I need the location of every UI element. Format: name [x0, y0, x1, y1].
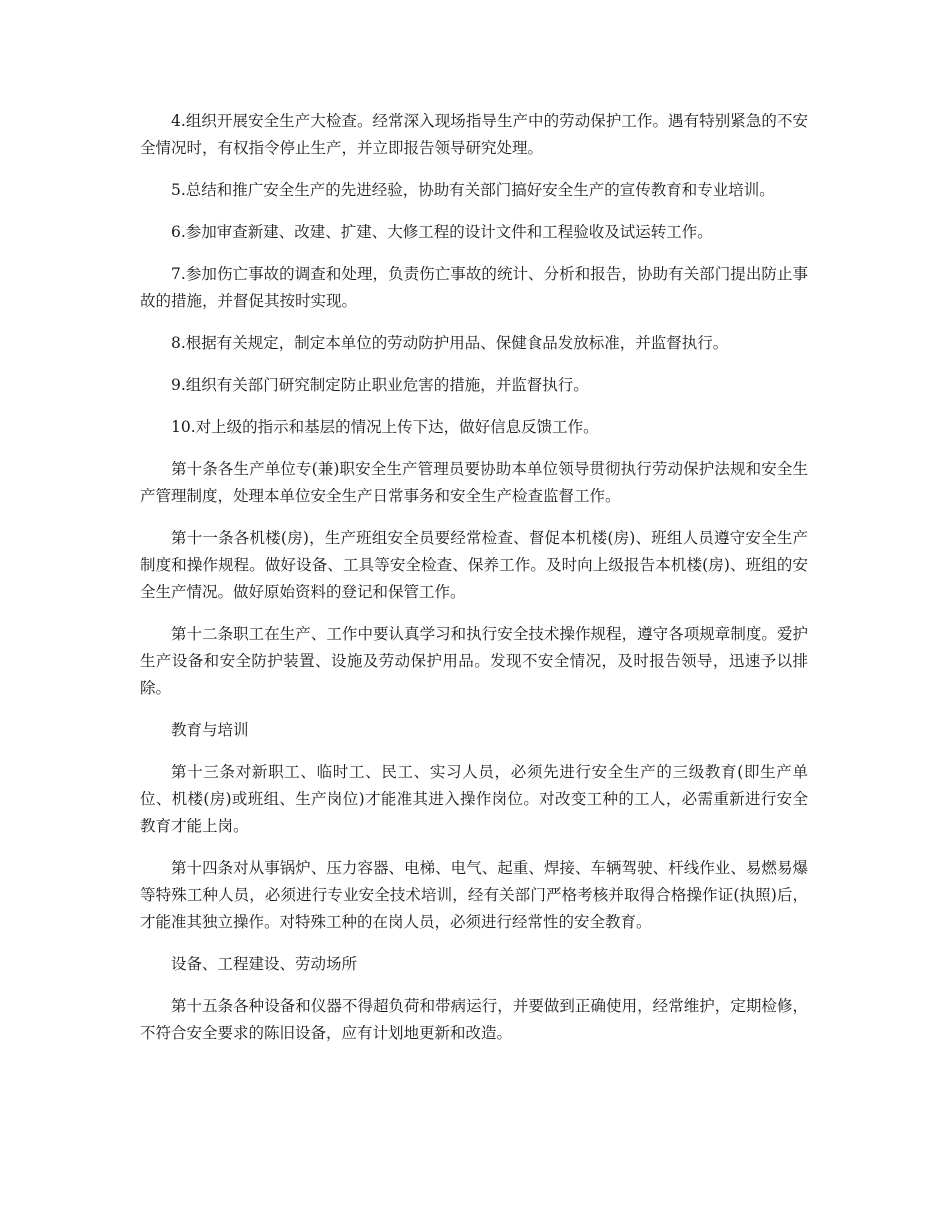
paragraph-article-13: 第十三条对新职工、临时工、民工、实习人员，必须先进行安全生产的三级教育(即生产单位、机楼(房)或班组、生产岗位)才能准其进入操作岗位。对改变工种的工人，必需重新进行安全教育才能上岗。: [140, 763, 808, 835]
paragraph-article-10: 第十条各生产单位专(兼)职安全生产管理员要协助本单位领导贯彻执行劳动保护法规和安全生产管理制度，处理本单位安全生产日常事务和安全生产检查监督工作。: [140, 460, 808, 505]
paragraph-duty-8: 8.根据有关规定，制定本单位的劳动防护用品、保健食品发放标准，并监督执行。: [171, 334, 729, 352]
paragraph-duty-9: 9.组织有关部门研究制定防止职业危害的措施，并监督执行。: [171, 376, 589, 394]
paragraph-duty-7: 7.参加伤亡事故的调查和处理，负责伤亡事故的统计、分析和报告，协助有关部门提出防止事故的措施，并督促其按时实现。: [140, 265, 808, 310]
paragraph-article-12: 第十二条职工在生产、工作中要认真学习和执行安全技术操作规程，遵守各项规章制度。爱护生产设备和安全防护装置、设施及劳动保护用品。发现不安全情况，及时报告领导，迅速予以排除。: [140, 625, 808, 697]
paragraph-duty-4: 4.组织开展安全生产大检查。经常深入现场指导生产中的劳动保护工作。遇有特别紧急的不安全情况时，有权指令停止生产，并立即报告领导研究处理。: [140, 112, 808, 157]
paragraph-duty-6: 6.参加审查新建、改建、扩建、大修工程的设计文件和工程验收及试运转工作。: [171, 223, 713, 241]
section-heading-equipment: 设备、工程建设、劳动场所: [171, 955, 358, 973]
paragraph-duty-5: 5.总结和推广安全生产的先进经验，协助有关部门搞好安全生产的宣传教育和专业培训。: [171, 181, 775, 199]
paragraph-duty-10: 10.对上级的指示和基层的情况上传下达，做好信息反馈工作。: [171, 418, 599, 436]
document-body: [140, 108, 808, 1062]
paragraph-article-15: 第十五条各种设备和仪器不得超负荷和带病运行，并要做到正确使用，经常维护，定期检修，不符合安全要求的陈旧设备，应有计划地更新和改造。: [140, 997, 808, 1042]
section-heading-education: 教育与培训: [171, 721, 249, 739]
paragraph-article-11: 第十一条各机楼(房)，生产班组安全员要经常检查、督促本机楼(房)、班组人员遵守安全生产制度和操作规程。做好设备、工具等安全检查、保养工作。及时向上级报告本机楼(房)、班组的安全生产情况。做好原始资料的登记和保管工作。: [140, 529, 808, 601]
paragraph-article-14: 第十四条对从事锅炉、压力容器、电梯、电气、起重、焊接、车辆驾驶、杆线作业、易燃易爆等特殊工种人员，必须进行专业安全技术培训，经有关部门严格考核并取得合格操作证(执照)后，才能准其独立操作。对特殊工种的在岗人员，必须进行经常性的安全教育。: [140, 859, 808, 931]
